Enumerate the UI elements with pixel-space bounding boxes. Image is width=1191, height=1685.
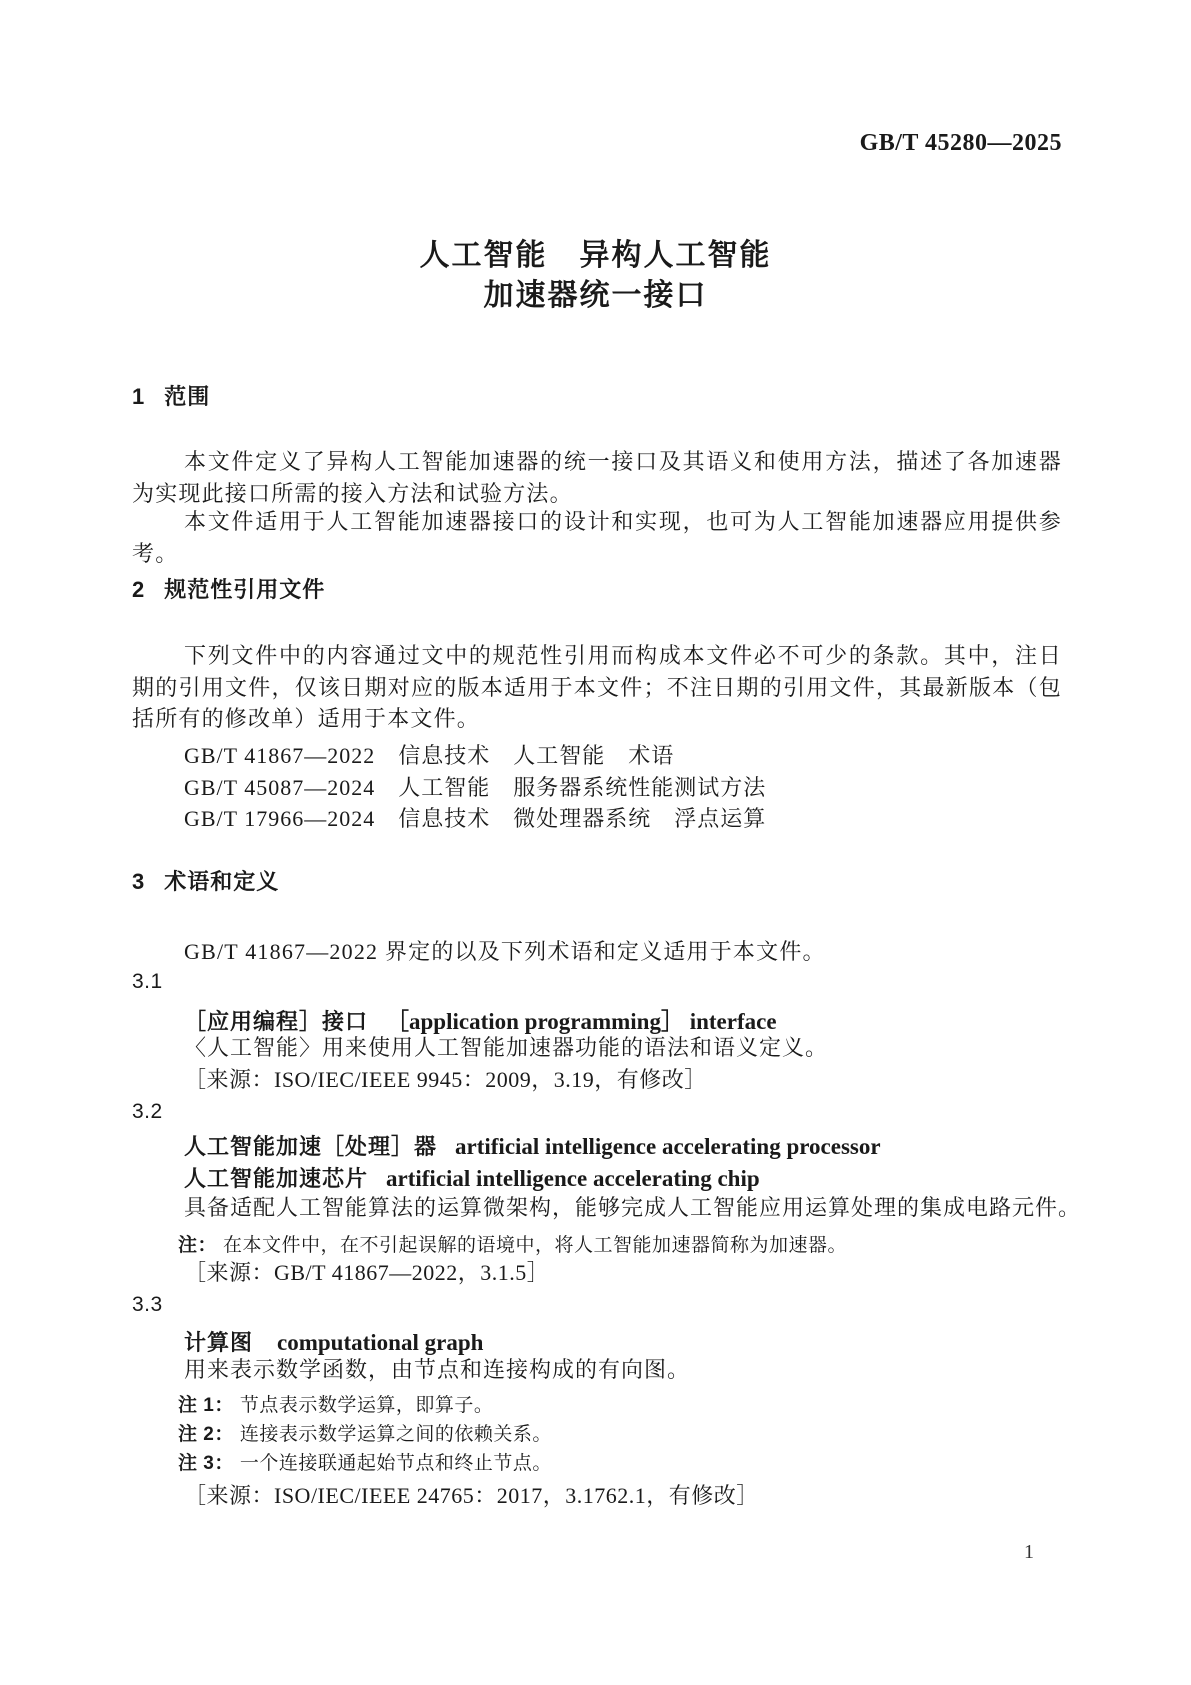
section-3-title: 术语和定义 [164,869,280,894]
reference-item: GB/T 41867—2022 信息技术 人工智能 术语 [184,743,675,768]
term-3-1-definition: 〈人工智能〉用来使用人工智能加速器功能的语法和语义定义。 [184,1035,829,1060]
term-3-3-english: computational graph [277,1330,484,1355]
term-3-1-source: ［来源：ISO/IEC/IEEE 9945：2009，3.19，有修改］ [184,1067,707,1092]
term-3-3-note-3 [178,1449,552,1478]
section-1-title: 范围 [164,384,211,409]
section-1-heading [132,383,210,411]
note-text: 连接表示数学运算之间的依赖关系。 [239,1424,552,1445]
term-3-2b-english: artificial intelligence accelerating chip [386,1166,760,1191]
section-2-title: 规范性引用文件 [164,577,326,602]
normative-references-list [184,740,766,835]
term-3-2-title-b [184,1162,760,1193]
reference-item: GB/T 45087—2024 人工智能 服务器系统性能测试方法 [184,774,767,800]
note-text: 节点表示数学运算，即算子。 [239,1395,494,1416]
term-3-2b-chinese: 人工智能加速芯片 [184,1166,369,1191]
term-3-1-chinese: ［应用编程］接口 [184,1009,369,1034]
note-label: 注 3： [178,1453,234,1474]
term-3-3-source: ［来源：ISO/IEC/IEEE 24765：2017，3.1762.1，有修改］ [184,1483,759,1508]
section-2-paragraph: 下列文件中的内容通过文中的规范性引用而构成本文件必不可少的条款。其中，注日期的引用文件，仅该日期对应的版本适用于本文件；不注日期的引用文件，其最新版本（包括所有的修改单）适用于本文件。 [132,643,1062,731]
term-3-2-title-a [184,1130,881,1161]
section-1-paragraph-2: 本文件适用于人工智能加速器接口的设计和实现，也可为人工智能加速器应用提供参考。 [132,509,1062,566]
term-3-2-number: 3.2 [132,1100,163,1123]
term-3-1-number: 3.1 [132,970,163,993]
note-label: 注 2： [178,1424,234,1445]
document-title-line2: 加速器统一接口 [483,279,708,312]
term-3-2-note [178,1230,847,1257]
term-3-1-english: ［application programming］ interface [386,1009,777,1034]
term-3-3-title [184,1326,483,1357]
note-label: 注： [178,1235,218,1256]
term-3-2-source: ［来源：GB/T 41867—2022，3.1.5］ [184,1260,550,1285]
term-3-1-title [184,1003,777,1036]
term-3-2-definition: 具备适配人工智能算法的运算微架构，能够完成人工智能应用运算处理的集成电路元件。 [184,1195,1082,1220]
term-3-3-notes [178,1391,552,1478]
page-number: 1 [1024,1541,1034,1563]
term-3-3-note-1 [178,1391,552,1420]
standard-code: GB/T 45280—2025 [859,130,1062,156]
section-3-heading [132,868,279,896]
term-3-2a-english: artificial intelligence accelerating processor [455,1134,881,1159]
document-title [0,236,1191,316]
reference-item: GB/T 17966—2024 信息技术 微处理器系统 浮点运算 [184,806,767,831]
section-2-heading [132,576,325,604]
section-3-intro: GB/T 41867—2022 界定的以及下列术语和定义适用于本文件。 [184,939,826,964]
term-3-3-number: 3.3 [132,1293,163,1316]
term-3-2a-chinese: 人工智能加速［处理］器 [184,1134,438,1159]
section-2-number: 2 [132,577,145,602]
section-3-number: 3 [132,869,145,894]
note-label: 注 1： [178,1395,234,1416]
term-3-3-note-2 [178,1420,552,1449]
section-1-paragraph-1: 本文件定义了异构人工智能加速器的统一接口及其语义和使用方法，描述了各加速器为实现此接口所需的接入方法和试验方法。 [132,449,1062,506]
note-text: 一个连接联通起始节点和终止节点。 [239,1453,552,1474]
document-title-line1: 人工智能 异构人工智能 [419,239,772,272]
term-3-3-definition: 用来表示数学函数，由节点和连接构成的有向图。 [184,1357,691,1382]
term-3-3-chinese: 计算图 [184,1330,254,1355]
note-text: 在本文件中，在不引起误解的语境中，将人工智能加速器简称为加速器。 [223,1235,848,1256]
section-1-number: 1 [132,384,145,409]
